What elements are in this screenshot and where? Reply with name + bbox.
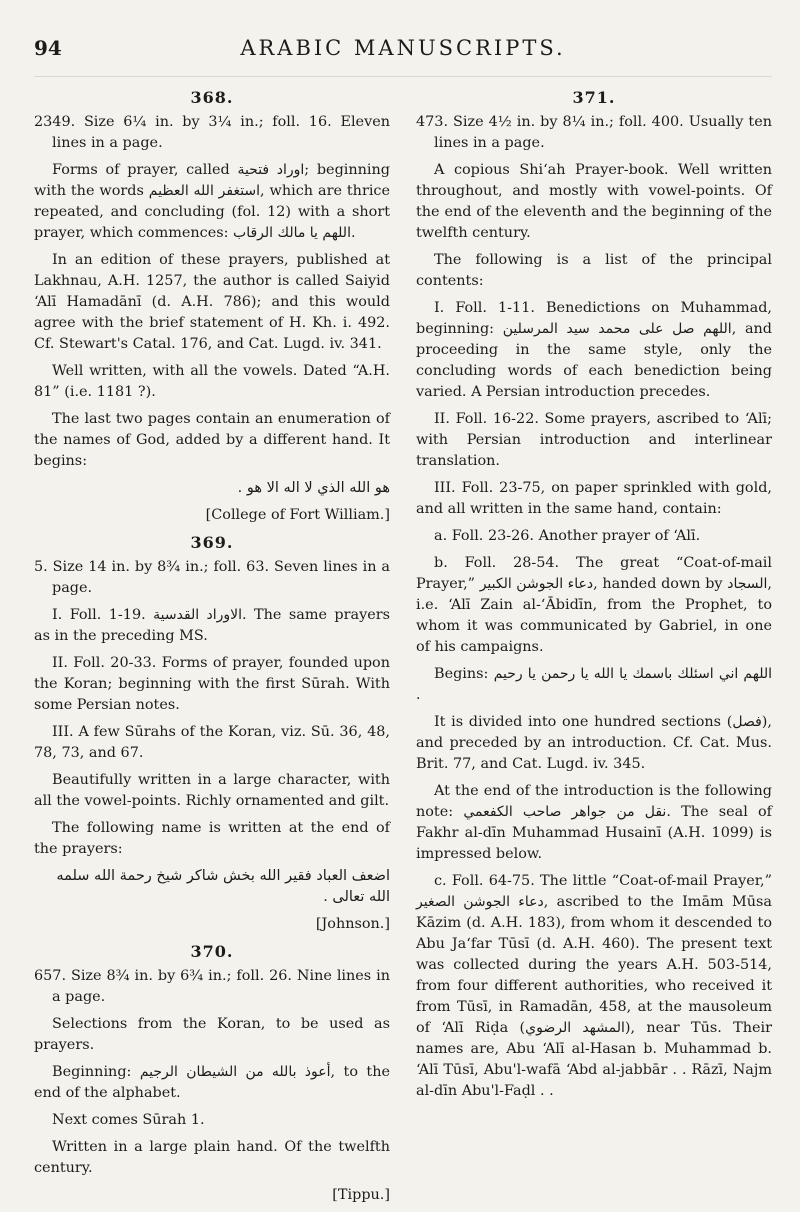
entry-368-names-note: The last two pages contain an enumeration of the names of God, added by a different hand. It begins: xyxy=(34,411,390,469)
entry-368-description: Forms of prayer, called اوراد فتحية; beginning with the words استغفر الله العظيم, which are thrice repeated, and concluding (fol. 12) with a short prayer, which commences: اللهم يا مالك الرقاب. xyxy=(34,162,391,241)
entry-371-contents-intro: The following is a list of the principal contents: xyxy=(416,252,772,289)
entry-368-size: 2349. Size 6¼ in. by 3¼ in.; foll. 16. Eleven lines in a page. xyxy=(34,114,390,151)
right-column xyxy=(416,81,772,1212)
entry-371-part-1: I. Foll. 1-11. Benedictions on Muhammad, beginning: اللهم صل على محمد سيد المرسلين, and proceeding in the same style, only the concluding words of each benediction being varied. A Persian introduction precedes. xyxy=(416,300,772,400)
entry-370-beginning: Beginning: أعوذ بالله من الشيطان الرجيم, to the end of the alphabet. xyxy=(34,1064,390,1101)
entry-369-part-3: III. A few Sūrahs of the Koran, viz. Sū. 36, 48, 78, 73, and 67. xyxy=(34,724,390,761)
entry-371-begins: Begins: اللهم اني اسئلك باسمك يا الله يا رحمن يا رحيم . xyxy=(416,666,772,703)
entry-number-369: 369. xyxy=(190,533,234,552)
entry-370-source: [Tippu.] xyxy=(332,1187,390,1203)
entry-369-size: 5. Size 14 in. by 8¾ in.; foll. 63. Seven lines in a page. xyxy=(34,559,390,596)
entry-371-sections: It is divided into one hundred sections (فصل), and preceded by an introduction. Cf. Cat. Mus. Brit. 77, and Cat. Lugd. iv. 345. xyxy=(416,714,772,772)
entry-369-source: [Johnson.] xyxy=(315,916,390,932)
entry-370-next: Next comes Sūrah 1. xyxy=(52,1112,205,1128)
entry-369-part-1: I. Foll. 1-19. الاوراد القدسية. The same prayers as in the preceding MS. xyxy=(34,607,391,644)
page-number: 94 xyxy=(34,36,62,60)
entry-number-371: 371. xyxy=(572,88,616,107)
entry-369-part-2: II. Foll. 20-33. Forms of prayer, founded upon the Koran; beginning with the first Sūrah. With some Persian notes. xyxy=(34,655,390,713)
entry-370-script-note: Written in a large plain hand. Of the twelfth century. xyxy=(34,1139,390,1176)
entry-370-size: 657. Size 8¾ in. by 6¾ in.; foll. 26. Nine lines in a page. xyxy=(34,968,390,1005)
entry-369-name-note: The following name is written at the end of the prayers: xyxy=(34,820,390,857)
entry-371-note: At the end of the introduction is the following note: نقل من جواهر صاحب الكفعمي. The seal of Fakhr al-dīn Muhammad Husainī (A.H. 1099) is impressed below. xyxy=(416,783,772,862)
entry-371-part-3a: a. Foll. 23-26. Another prayer of ‘Alī. xyxy=(434,528,701,544)
entry-368-arabic-incipit: هو الله الذي لا اله الا هو . xyxy=(237,480,390,496)
entry-369-script-note: Beautifully written in a large character, with all the vowel-points. Richly ornamented and gilt. xyxy=(34,772,390,809)
page-header xyxy=(34,36,772,77)
left-column xyxy=(34,81,390,1212)
entry-371-size: 473. Size 4½ in. by 8¼ in.; foll. 400. Usually ten lines in a page. xyxy=(416,114,772,151)
entry-370-description: Selections from the Koran, to be used as prayers. xyxy=(34,1016,390,1053)
entry-371-part-3b: b. Foll. 28-54. The great “Coat-of-mail Prayer,” دعاء الجوشن الكبير, handed down by السجاد, i.e. ‘Alī Zain al-‘Ābidīn, from the Prophet, to whom it was communicated by Gabriel, in one of his campaigns. xyxy=(416,555,772,655)
entry-number-370: 370. xyxy=(190,942,234,961)
entry-371-part-2: II. Foll. 16-22. Some prayers, ascribed to ‘Alī; with Persian introduction and interlinear translation. xyxy=(416,411,772,469)
entry-number-368: 368. xyxy=(190,88,234,107)
entry-368-source: [College of Fort William.] xyxy=(205,507,390,523)
entry-368-date-note: Well written, with all the vowels. Dated “A.H. 81” (i.e. 1181 ?). xyxy=(34,363,390,400)
running-title: ARABIC MANUSCRIPTS. xyxy=(240,36,566,60)
entry-371-part-3c: c. Foll. 64-75. The little “Coat-of-mail Prayer,” دعاء الجوشن الصغير, ascribed to the Imām Mūsa Kāzim (d. A.H. 183), from whom it descended to Abu Ja‘far Tūsī (d. A.H. 460). The present text was collected during the years A.H. 503-514, from four different authorities, who received it from Tūsī, in Ramadān, 458, at the mausoleum of ‘Alī Riḍa (المشهد الرضوي), near Tūs. Their names are, Abu ‘Alī al-Hasan b. Muhammad b. ‘Alī Tūsī, Abu'l-wafā ‘Abd al-jabbār . . Rāzī, Najm al-dīn Abu'l-Faḍl . . xyxy=(416,873,772,1099)
entry-371-part-3: III. Foll. 23-75, on paper sprinkled with gold, and all written in the same hand, contain: xyxy=(416,480,772,517)
entry-368-edition-note: In an edition of these prayers, published at Lakhnau, A.H. 1257, the author is called Saiyid ‘Alī Hamadānī (d. A.H. 786); and this would agree with the brief statement of H. Kh. i. 492. Cf. Stewart's Catal. 176, and Cat. Lugd. iv. 341. xyxy=(34,252,390,352)
entry-371-description: A copious Shi‘ah Prayer-book. Well written throughout, and mostly with vowel-points. Of the end of the eleventh and the beginning of the twelfth century. xyxy=(416,162,772,241)
entry-369-arabic-name: اضعف العباد فقير الله بخش شاكر شيخ رحمة الله سلمه الله تعالى . xyxy=(56,868,390,905)
